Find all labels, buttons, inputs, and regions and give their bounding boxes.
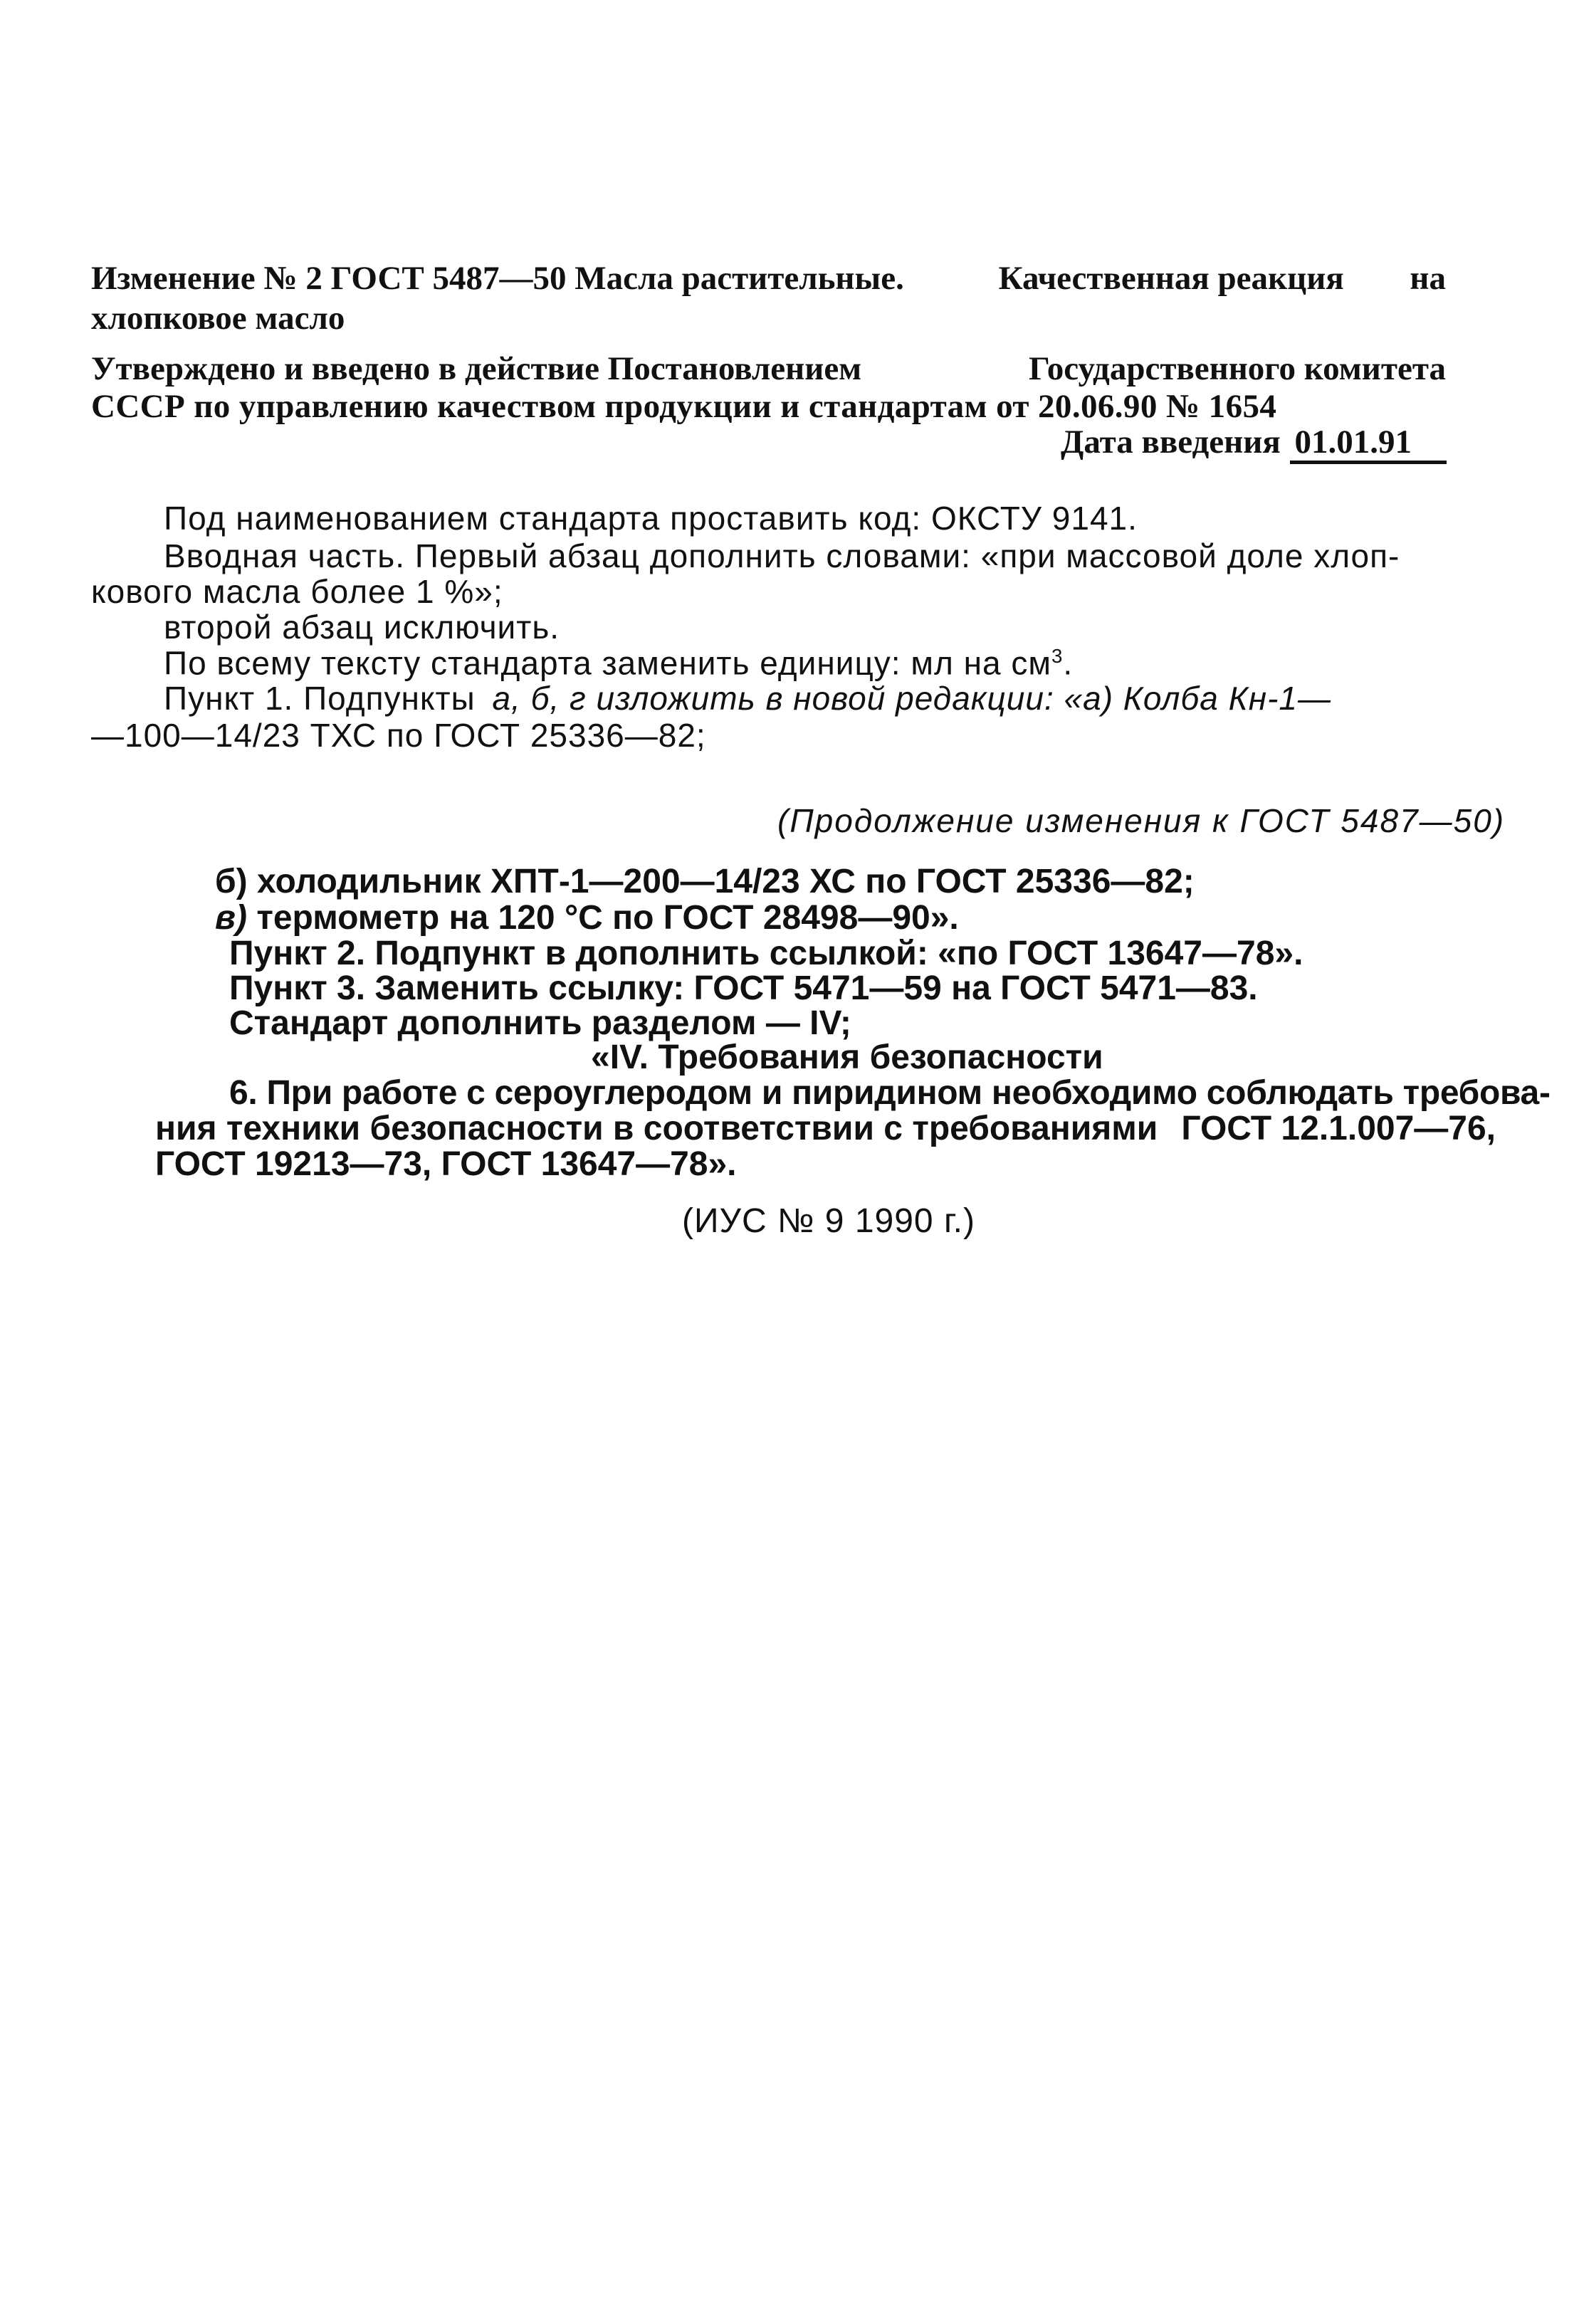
approval-line-2: СССР по управлению качеством продукции и стандартам от 20.06.90 № 1654 (91, 388, 1277, 425)
amendment-title-left: Изменение № 2 ГОСТ 5487—50 Масла растительные. (91, 260, 904, 297)
paragraph-unit-replace (164, 644, 1074, 682)
paragraph-intro-line-2: кового масла более 1 %»; (91, 573, 503, 610)
unit-replace-text: По всему тексту стандарта заменить единицу: мл на см (164, 644, 1051, 682)
paragraph-item1-line-2: —100—14/23 ТХС по ГОСТ 25336—82; (91, 717, 706, 754)
approval-line-1 (91, 352, 1446, 386)
item-v-marker: в) (215, 899, 247, 937)
effective-date-label: Дата введения (1061, 424, 1281, 461)
paragraph-item1-line-1 (164, 682, 1331, 715)
item-v-line (215, 901, 959, 935)
item-v-text: термометр на 120 °С по ГОСТ 28498—90». (246, 899, 959, 937)
item1-normal: Пункт 1. Подпункты (164, 680, 476, 717)
unit-replace-end: . (1063, 644, 1074, 682)
section-iv-title: «IV. Требования безопасности (591, 1039, 1103, 1076)
item6-line-2-left: ния техники безопасности в соответствии с требованиями (155, 1110, 1158, 1147)
source-note: (ИУС № 9 1990 г.) (682, 1202, 975, 1240)
item2-line: Пункт 2. Подпункт в дополнить ссылкой: «по ГОСТ 13647—78». (229, 935, 1303, 972)
paragraph-code: Под наименованием стандарта проставить код: ОКСТУ 9141. (164, 500, 1138, 537)
item6-line-2 (155, 1112, 1496, 1146)
section-add-line: Стандарт дополнить разделом — IV; (229, 1004, 851, 1042)
approval-line-1-right: Государственного комитета (1028, 350, 1446, 387)
effective-date (1061, 426, 1412, 459)
item-b-line: б) холодильник ХПТ-1—200—14/23 ХС по ГОСТ 25336—82; (215, 863, 1195, 900)
amendment-title-line-2: хлопковое масло (91, 300, 345, 337)
effective-date-value: 01.01.91 (1294, 424, 1412, 461)
unit-superscript: 3 (1051, 645, 1064, 667)
approval-line-1-left: Утверждено и введено в действие Постановлением (91, 350, 862, 387)
amendment-title-middle: Качественная реакция (998, 260, 1344, 297)
item1-italic: а, б, г изложить в новой редакции: «а) Колба Кн-1— (492, 680, 1331, 717)
item6-line-3: ГОСТ 19213—73, ГОСТ 13647—78». (155, 1145, 737, 1183)
continuation-header: (Продолжение изменения к ГОСТ 5487—50) (777, 802, 1506, 839)
item6-line-2-right: ГОСТ 12.1.007—76, (1181, 1110, 1496, 1147)
amendment-title-right: на (1410, 260, 1446, 297)
item6-line-1: 6. При работе с сероуглеродом и пиридином необходимо соблюдать требова- (229, 1074, 1551, 1112)
paragraph-second-abstract: второй абзац исключить. (164, 609, 560, 646)
item3-line: Пункт 3. Заменить ссылку: ГОСТ 5471—59 на ГОСТ 5471—83. (229, 969, 1258, 1007)
effective-date-underline (1290, 461, 1447, 464)
amendment-title-line-1 (91, 262, 1446, 295)
paragraph-intro-line-1: Вводная часть. Первый абзац дополнить словами: «при массовой доле хлоп- (164, 537, 1400, 574)
